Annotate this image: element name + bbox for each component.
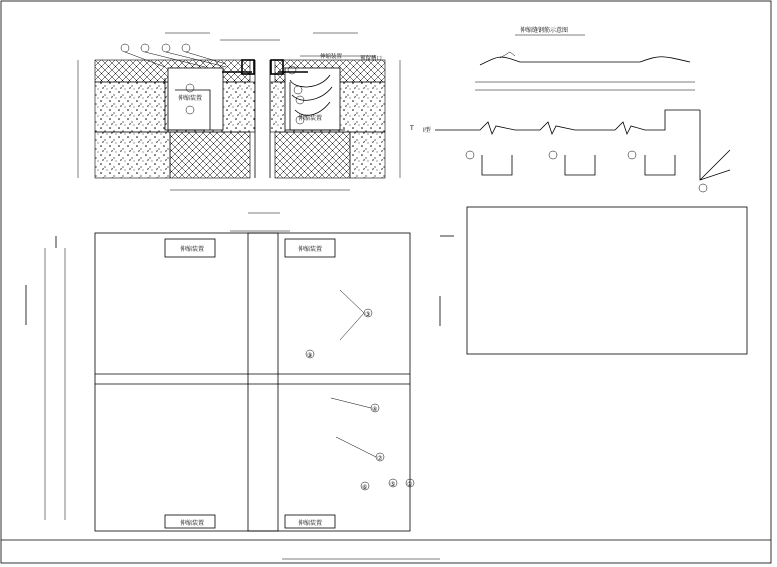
svg-text:T: T	[410, 125, 414, 132]
svg-text:伸缩装置: 伸缩装置	[180, 246, 205, 253]
svg-text:①: ①	[407, 481, 413, 488]
svg-text:⑤: ⑤	[390, 481, 396, 488]
svg-text:⑦: ⑦	[377, 455, 383, 462]
svg-text:⑨: ⑨	[307, 352, 313, 359]
svg-text:伸缩装置: 伸缩装置	[180, 520, 205, 527]
svg-text:③: ③	[365, 311, 371, 318]
section-view	[78, 33, 414, 190]
svg-text:伸缩装置: 伸缩装置	[298, 246, 323, 253]
svg-text:伸缩装置: 伸缩装置	[298, 115, 323, 122]
rebar-bend-view	[423, 26, 730, 192]
svg-text:④: ④	[372, 406, 378, 413]
svg-text:⑥: ⑥	[362, 484, 368, 491]
plan-view	[26, 213, 454, 531]
svg-text:伸缩装置: 伸缩装置	[320, 54, 343, 60]
material-table	[467, 207, 747, 354]
svg-text:预留槽口: 预留槽口	[360, 56, 383, 62]
svg-text:Ⅰ型: Ⅰ型	[423, 127, 431, 134]
svg-text:伸缩装置: 伸缩装置	[298, 520, 323, 527]
svg-text:伸缩装置: 伸缩装置	[178, 95, 203, 102]
svg-text:伸缩缝钢筋示意图: 伸缩缝钢筋示意图	[520, 27, 569, 34]
